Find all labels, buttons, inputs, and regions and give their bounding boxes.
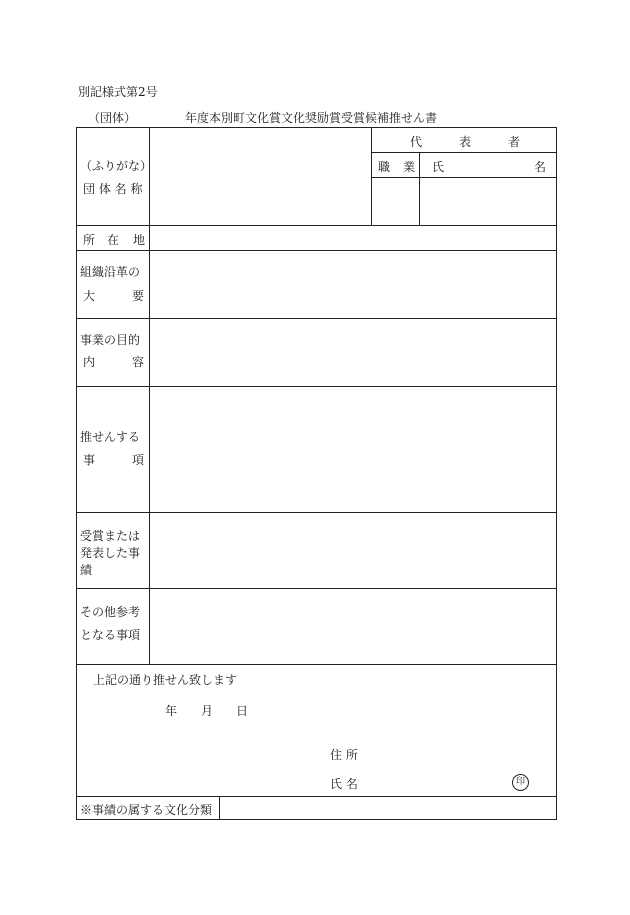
representative-name-field[interactable] (421, 179, 555, 224)
occupation-label-2: 業 (403, 160, 416, 174)
history-field[interactable] (151, 252, 555, 317)
address-label-2: 在 (107, 233, 120, 247)
achievements-label-1: 受賞または (80, 529, 141, 543)
other-label-1: その他参考 (80, 605, 141, 619)
recommend-label-a: 事 (83, 453, 96, 467)
history-label-b: 要 (132, 289, 145, 303)
form-number: 別記様式第2号 (78, 85, 158, 99)
representative-header-1: 代 (410, 135, 423, 149)
date-month-label: 月 (201, 704, 214, 718)
classification-label: ※事績の属する文化分類 (80, 803, 213, 817)
purpose-label-b: 容 (132, 355, 145, 369)
group-name-field[interactable] (151, 129, 369, 224)
name-label-2: 名 (534, 160, 547, 174)
history-label-line1: 組織沿革の (80, 265, 141, 279)
representative-header-2: 表 (459, 135, 472, 149)
purpose-label-a: 内 (83, 355, 96, 369)
date-year-label: 年 (165, 704, 178, 718)
category-label: （団体） (88, 111, 137, 125)
recommend-label-b: 項 (132, 453, 145, 467)
achievements-label-3: 績 (80, 563, 93, 577)
achievements-label-2: 発表した事 (80, 546, 141, 560)
group-name-label: 団 体 名 称 (83, 182, 143, 196)
representative-header-3: 者 (508, 135, 521, 149)
history-label-a: 大 (83, 289, 96, 303)
recommender-name-label: 氏 名 (330, 777, 358, 791)
seal-icon: 印 (512, 774, 529, 791)
recommend-label-line1: 推せんする (80, 430, 141, 444)
recommender-address-label: 住 所 (330, 748, 358, 762)
recommend-field[interactable] (151, 388, 555, 511)
classification-field[interactable] (221, 798, 555, 818)
date-day-label: 日 (236, 704, 249, 718)
group-name-furigana: （ふりがな） (80, 159, 153, 173)
address-field[interactable] (151, 227, 555, 249)
address-label-1: 所 (83, 233, 96, 247)
representative-occupation-field[interactable] (373, 179, 418, 224)
other-label-2: となる事項 (80, 628, 141, 642)
other-field[interactable] (151, 590, 555, 663)
recommendation-statement: 上記の通り推せん致します (93, 673, 238, 687)
purpose-label-line1: 事業の目的 (80, 333, 141, 347)
occupation-label-1: 職 (378, 160, 391, 174)
achievements-field[interactable] (151, 514, 555, 587)
form-title: 年度本別町文化賞文化奨励賞受賞候補推せん書 (185, 111, 438, 125)
name-label-1: 氏 (432, 160, 445, 174)
address-label-3: 地 (133, 233, 146, 247)
purpose-field[interactable] (151, 320, 555, 385)
